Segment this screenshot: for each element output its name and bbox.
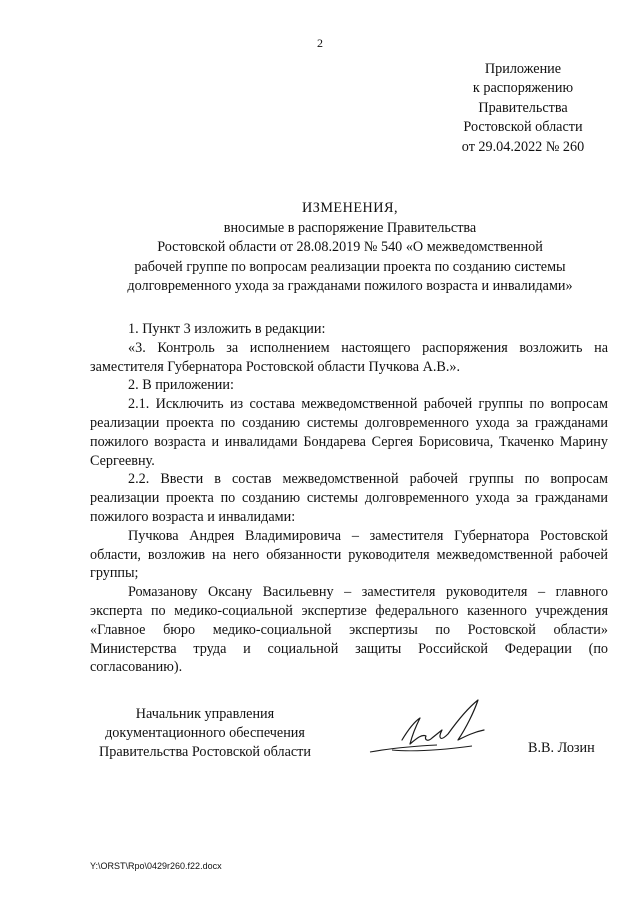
document-body xyxy=(90,320,608,677)
signatory-title-line: документационного обеспечения xyxy=(105,725,305,742)
paragraph: 2.2. Ввести в состав межведомственной рабочей группы по вопросам реализации проекта по созданию системы долговременного ухода за гражданами пожилого возраста и инвалидами: xyxy=(90,471,608,525)
paragraph: 2.1. Исключить из состава межведомственной рабочей группы по вопросам реализации проекта по созданию системы долговременного ухода за гражданами пожилого возраста и инвалидами Бондарева Сергея Борисовича, Ткаченко Марину Сергеевну. xyxy=(90,396,608,469)
paragraph: 1. Пункт 3 изложить в редакции: xyxy=(128,321,326,337)
signatory-title-line: Начальник управления xyxy=(135,706,275,722)
document-title xyxy=(90,199,610,297)
paragraph: 2. В приложении: xyxy=(128,377,234,394)
title-line: Ростовской области от 28.08.2019 № 540 «О межведомственной xyxy=(157,239,543,255)
page-number: 2 xyxy=(317,36,323,50)
title-line: рабочей группе по вопросам реализации проекта по созданию системы xyxy=(134,258,566,275)
title-line: вносимые в распоряжение Правительства xyxy=(223,219,477,236)
signatory-name: В.В. Лозин xyxy=(528,740,595,756)
file-path-footer: Y:\ORST\Rpo\0429r260.f22.docx xyxy=(90,861,222,871)
title-heading: ИЗМЕНЕНИЯ, xyxy=(301,200,399,216)
paragraph: Ромазанову Оксану Васильевну – заместителя руководителя – главного эксперта по медико-социальной экспертизе федерального казенного учреждения «Главное бюро медико-социальной экспертизы по Ростовской области» Министерства труда и социальной защиты Российской Федерации (по согласованию). xyxy=(90,584,608,676)
handwritten-signature xyxy=(362,690,502,770)
title-line: долговременного ухода за гражданами пожилого возраста и инвалидами» xyxy=(127,278,573,294)
appendix-line: к распоряжению xyxy=(472,80,574,97)
appendix-line: Ростовской области xyxy=(463,119,583,136)
appendix-line: Приложение xyxy=(484,61,562,77)
signatory-title-line: Правительства Ростовской области xyxy=(99,744,311,761)
signatory-title xyxy=(90,705,320,763)
appendix-line: от 29.04.2022 № 260 xyxy=(461,138,585,155)
paragraph: Пучкова Андрея Владимировича – заместителя Губернатора Ростовской области, возложив на него обязанности руководителя межведомственной рабочей группы; xyxy=(90,527,608,582)
paragraph: «3. Контроль за исполнением настоящего распоряжения возложить на заместителя Губернатора Ростовской области Пучкова А.В.». xyxy=(90,339,608,375)
appendix-header xyxy=(448,60,598,157)
appendix-line: Правительства xyxy=(478,99,568,116)
